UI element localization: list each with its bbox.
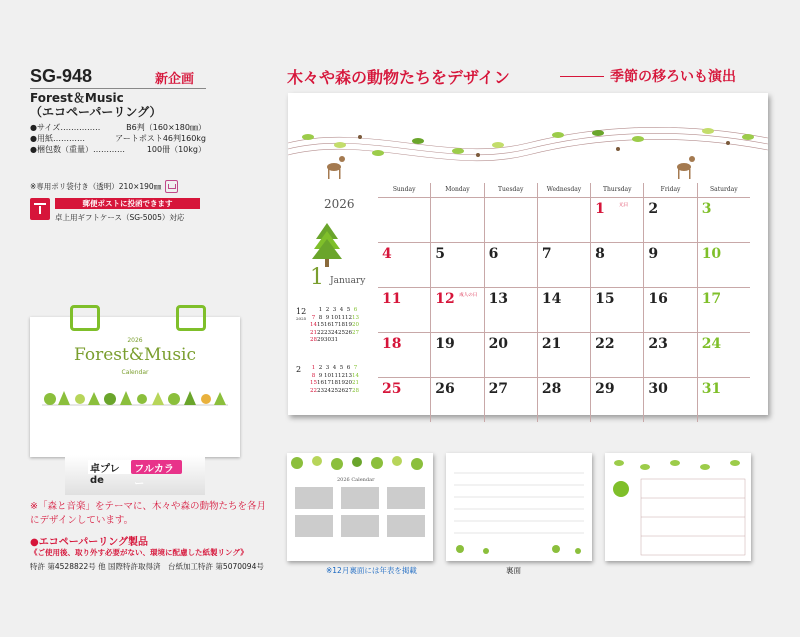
day-cell [430,198,483,242]
mini-day: 9 [325,314,330,321]
day-cell [590,378,643,422]
mini-day: 15 [310,380,317,386]
weekday-label: Wednesday [537,183,590,197]
vine-illustration [288,93,768,183]
day-number: 26 [435,381,455,397]
week-row [378,197,750,242]
mini-day: 7 [353,365,358,371]
mini-row [310,373,359,381]
tree-icon [312,223,342,267]
thumbnail-back [446,453,592,561]
calendar-page: 2026 1 January 12 2025 1 2 3 4 5 6 7 8 9 10 11 12 13 14 15 16 17 18 19 20 21 22 23 24 25 26 27 28 29 30 31 2 1 2 3 4 5 6 7 8 9 10 11 12 13 14 15 16 17 18 19 20 21 22 23 24 25 26 27 28 Sunday Monday Tuesday Wednesday Thursday Friday Saturday 1 元日 2 3 4 5 6 7 8 9 10 11 12 成人の日 13 14 15 16 17 18 19 20 21 22 23 24 25 26 27 28 29 30 31 [288,93,768,415]
day-number: 28 [541,381,562,397]
mini-day: 20 [352,322,359,328]
mini-day: 22 [310,387,317,394]
new-badge: 新企画 [155,72,195,87]
mini-day: 8 [311,372,316,379]
mini-day: 12 [345,314,352,321]
mini-day: 26 [338,387,345,394]
mini-day: 30 [324,337,331,343]
mini-day: 28 [310,337,317,343]
mini-day: 11 [331,372,338,379]
mini-day: 1 [318,307,323,313]
mini-day: 2 [325,307,330,313]
month-name: January [330,276,366,286]
mini-day: 28 [352,387,359,394]
spec-row: ●梱包数（重量）………… 100冊（10kg） [30,145,206,154]
mini-day [338,337,345,345]
mini-day: 14 [310,322,317,328]
headline: 木々や森の動物たちをデザイン [287,68,510,87]
week-row [378,332,750,377]
product-name-line2: （エコペーパーリング） [30,105,162,119]
mini-day: 13 [345,372,352,379]
mini-day: 18 [331,380,338,386]
day-number: 8 [595,246,605,262]
mini-day: 4 [339,307,344,313]
mini-day: 6 [353,307,358,313]
day-cell [537,333,590,377]
day-number: 17 [701,291,722,307]
day-number: 27 [488,381,509,397]
day-cell [430,288,483,332]
day-number: 11 [382,291,402,307]
day-number: 12 [435,291,455,307]
day-cell [378,333,430,377]
mini-day: 2 [318,365,323,371]
mini-day: 8 [318,314,323,321]
mini-day: 14 [352,372,359,379]
day-cell [378,378,430,422]
mini-day: 17 [331,322,338,328]
mini-day: 15 [317,322,324,328]
mini-day: 25 [338,329,345,336]
mini-row [310,365,359,373]
thumbnail-art [605,453,751,561]
ring-icon [70,305,100,331]
day-cell [697,333,750,377]
day-number: 19 [435,336,455,352]
trees-illustration [42,389,228,409]
day-cell [643,333,696,377]
caption-yearly: ※12月裏面には年表を掲載 [326,566,417,575]
product-photo [30,305,240,495]
mini-day: 24 [331,329,338,336]
day-cell [484,243,537,287]
mini-day: 5 [346,307,351,313]
mini-day: 7 [311,314,316,321]
mini-day: 31 [331,337,338,343]
eco-title: ●エコペーパーリング製品 [30,537,149,548]
weekday-label: Saturday [697,183,750,197]
mini-day: 25 [331,387,338,394]
headline-sub: 季節の移ろいも演出 [560,66,736,86]
day-number: 25 [382,381,402,397]
product-name-line1: Forest＆Music [30,91,124,105]
product-code: SG-948 [30,66,93,86]
day-cell [430,333,483,377]
calendar-year: 2026 [324,197,355,211]
mini-day: 23 [324,329,331,336]
day-cell [430,378,483,422]
ring-icon [176,305,206,331]
month-grid [378,183,750,422]
mini-day [345,337,352,345]
day-cell [590,198,643,242]
mini-day: 9 [318,372,323,379]
mini-day: 27 [352,329,359,336]
caption-back: 裏面 [506,566,521,575]
mini-day: 4 [332,365,337,371]
eco-note: 《ご使用後、取り外す必要がない、環境に配慮した紙製リング》 [30,548,248,557]
mini-day: 13 [352,314,359,321]
mini-row [310,388,359,396]
day-cell [643,243,696,287]
day-number: 13 [488,291,509,307]
mini-day: 12 [338,372,345,379]
deer-icon [327,156,345,179]
weekday-label: Sunday [392,186,416,193]
day-cell [484,288,537,332]
day-number: 3 [701,201,712,217]
day-number: 20 [488,336,509,352]
spec-row: ●サイズ…………… B6判（160×180㎜） [30,123,206,132]
mini-row [310,380,359,388]
mini-day: 17 [324,380,331,386]
mini-calendar-grid [310,307,359,345]
mini-day: 21 [310,329,317,336]
mini-day: 11 [338,314,345,321]
mini-day: 21 [352,380,359,386]
mini-row [310,330,359,338]
spec-list [30,122,206,155]
week-row [378,377,750,422]
weekday-header [378,183,750,197]
mini-day: 5 [339,365,344,371]
day-cell [537,198,590,242]
bag-note: ※専用ポリ袋付き（透明）210×190㎜ [30,180,178,193]
day-cell [378,198,430,242]
cover-title: Forest&Music [73,345,196,365]
day-number: 10 [701,246,722,262]
mini-day: 3 [332,307,337,313]
cover-year: 2026 [127,337,143,344]
postbox-icon [30,198,50,220]
mini-day: 10 [331,314,338,321]
day-number: 21 [541,336,562,352]
day-cell [697,288,750,332]
month-number: 1 [310,265,324,290]
mini-day: 1 [311,365,316,371]
spec-row: ●用紙………… アートポスト46判160kg [30,134,206,143]
day-number: 24 [701,336,722,352]
day-cell [537,288,590,332]
post-label: 郵便ポストに投函できます [55,198,200,209]
day-cell [590,243,643,287]
mini-day: 27 [345,387,352,394]
mini-calendar-grid [310,365,359,395]
day-cell [537,378,590,422]
day-number: 23 [648,336,668,352]
day-number: 9 [648,246,659,262]
day-number: 22 [595,336,615,352]
day-number: 14 [541,291,562,307]
mini-day: 16 [317,380,324,386]
weekday-label: Friday [643,183,696,197]
dash-line [560,76,604,77]
day-cell [643,378,696,422]
divider [30,88,206,89]
day-cell [697,243,750,287]
mini-day: 3 [325,365,330,371]
weekday-label: Tuesday [484,183,537,197]
mini-day: 6 [346,365,351,371]
weekday-label: Thursday [590,183,643,197]
day-number: 6 [488,246,499,262]
holiday-note: 成人の日 [459,293,478,298]
mini-day: 23 [317,387,324,394]
day-number: 15 [595,291,615,307]
day-number: 29 [595,381,615,397]
day-cell [590,333,643,377]
day-cell [484,333,537,377]
weekday-label: Monday [430,183,483,197]
day-cell [484,198,537,242]
day-cell [537,243,590,287]
day-cell [643,198,696,242]
day-cell [484,378,537,422]
day-number: 7 [541,246,552,262]
day-number: 16 [648,291,668,307]
day-number: 31 [701,381,722,397]
day-number: 30 [648,381,668,397]
mini-day: 19 [345,322,352,328]
day-cell [378,243,430,287]
mini-day: 26 [345,329,352,336]
day-cell [378,288,430,332]
day-number: 1 [595,201,605,217]
product-name [30,91,162,119]
mini-row [310,307,359,315]
mini-day: 22 [317,329,324,336]
thumbnail-art [446,453,592,561]
day-cell [643,288,696,332]
week-row [378,287,750,332]
mini-day: 16 [324,322,331,328]
mini-day: 19 [338,380,345,386]
mini-day: 29 [317,337,324,343]
mini-day [352,337,359,345]
thumbnail-yearly [287,453,433,561]
day-number: 5 [435,246,446,262]
mini-row [310,322,359,330]
thumbnail-title: 2026 Calendar [337,477,375,483]
mini-day: 10 [324,372,331,379]
week-row [378,242,750,287]
day-cell [590,288,643,332]
day-number: 18 [382,336,402,352]
day-number: 4 [382,246,392,262]
day-cell [697,198,750,242]
mini-row [310,337,359,345]
mini-day: 18 [338,322,345,328]
brand-logo: 卓プレde フルカラー [88,460,182,474]
description: ※「森と音楽」をテーマに、木々や森の動物たちを各月にデザインしています。 [30,501,266,526]
mini-day: 24 [324,387,331,394]
day-number: 2 [648,201,659,217]
mini-day [310,307,317,315]
thumbnail-art [287,453,433,561]
gift-note: 卓上用ギフトケース（SG-5005）対応 [55,213,185,222]
day-cell [430,243,483,287]
mini-row [310,315,359,323]
patent-note: 特許 第4528822号 他 国際特許取得済 台紙加工特許 第5070094号 [30,562,264,571]
thumbnail-february [605,453,751,561]
holiday-note: 元日 [619,203,629,208]
cover-subtitle: Calendar [121,369,149,376]
bag-icon [165,180,178,193]
mini-day: 20 [345,380,352,386]
day-cell [697,378,750,422]
